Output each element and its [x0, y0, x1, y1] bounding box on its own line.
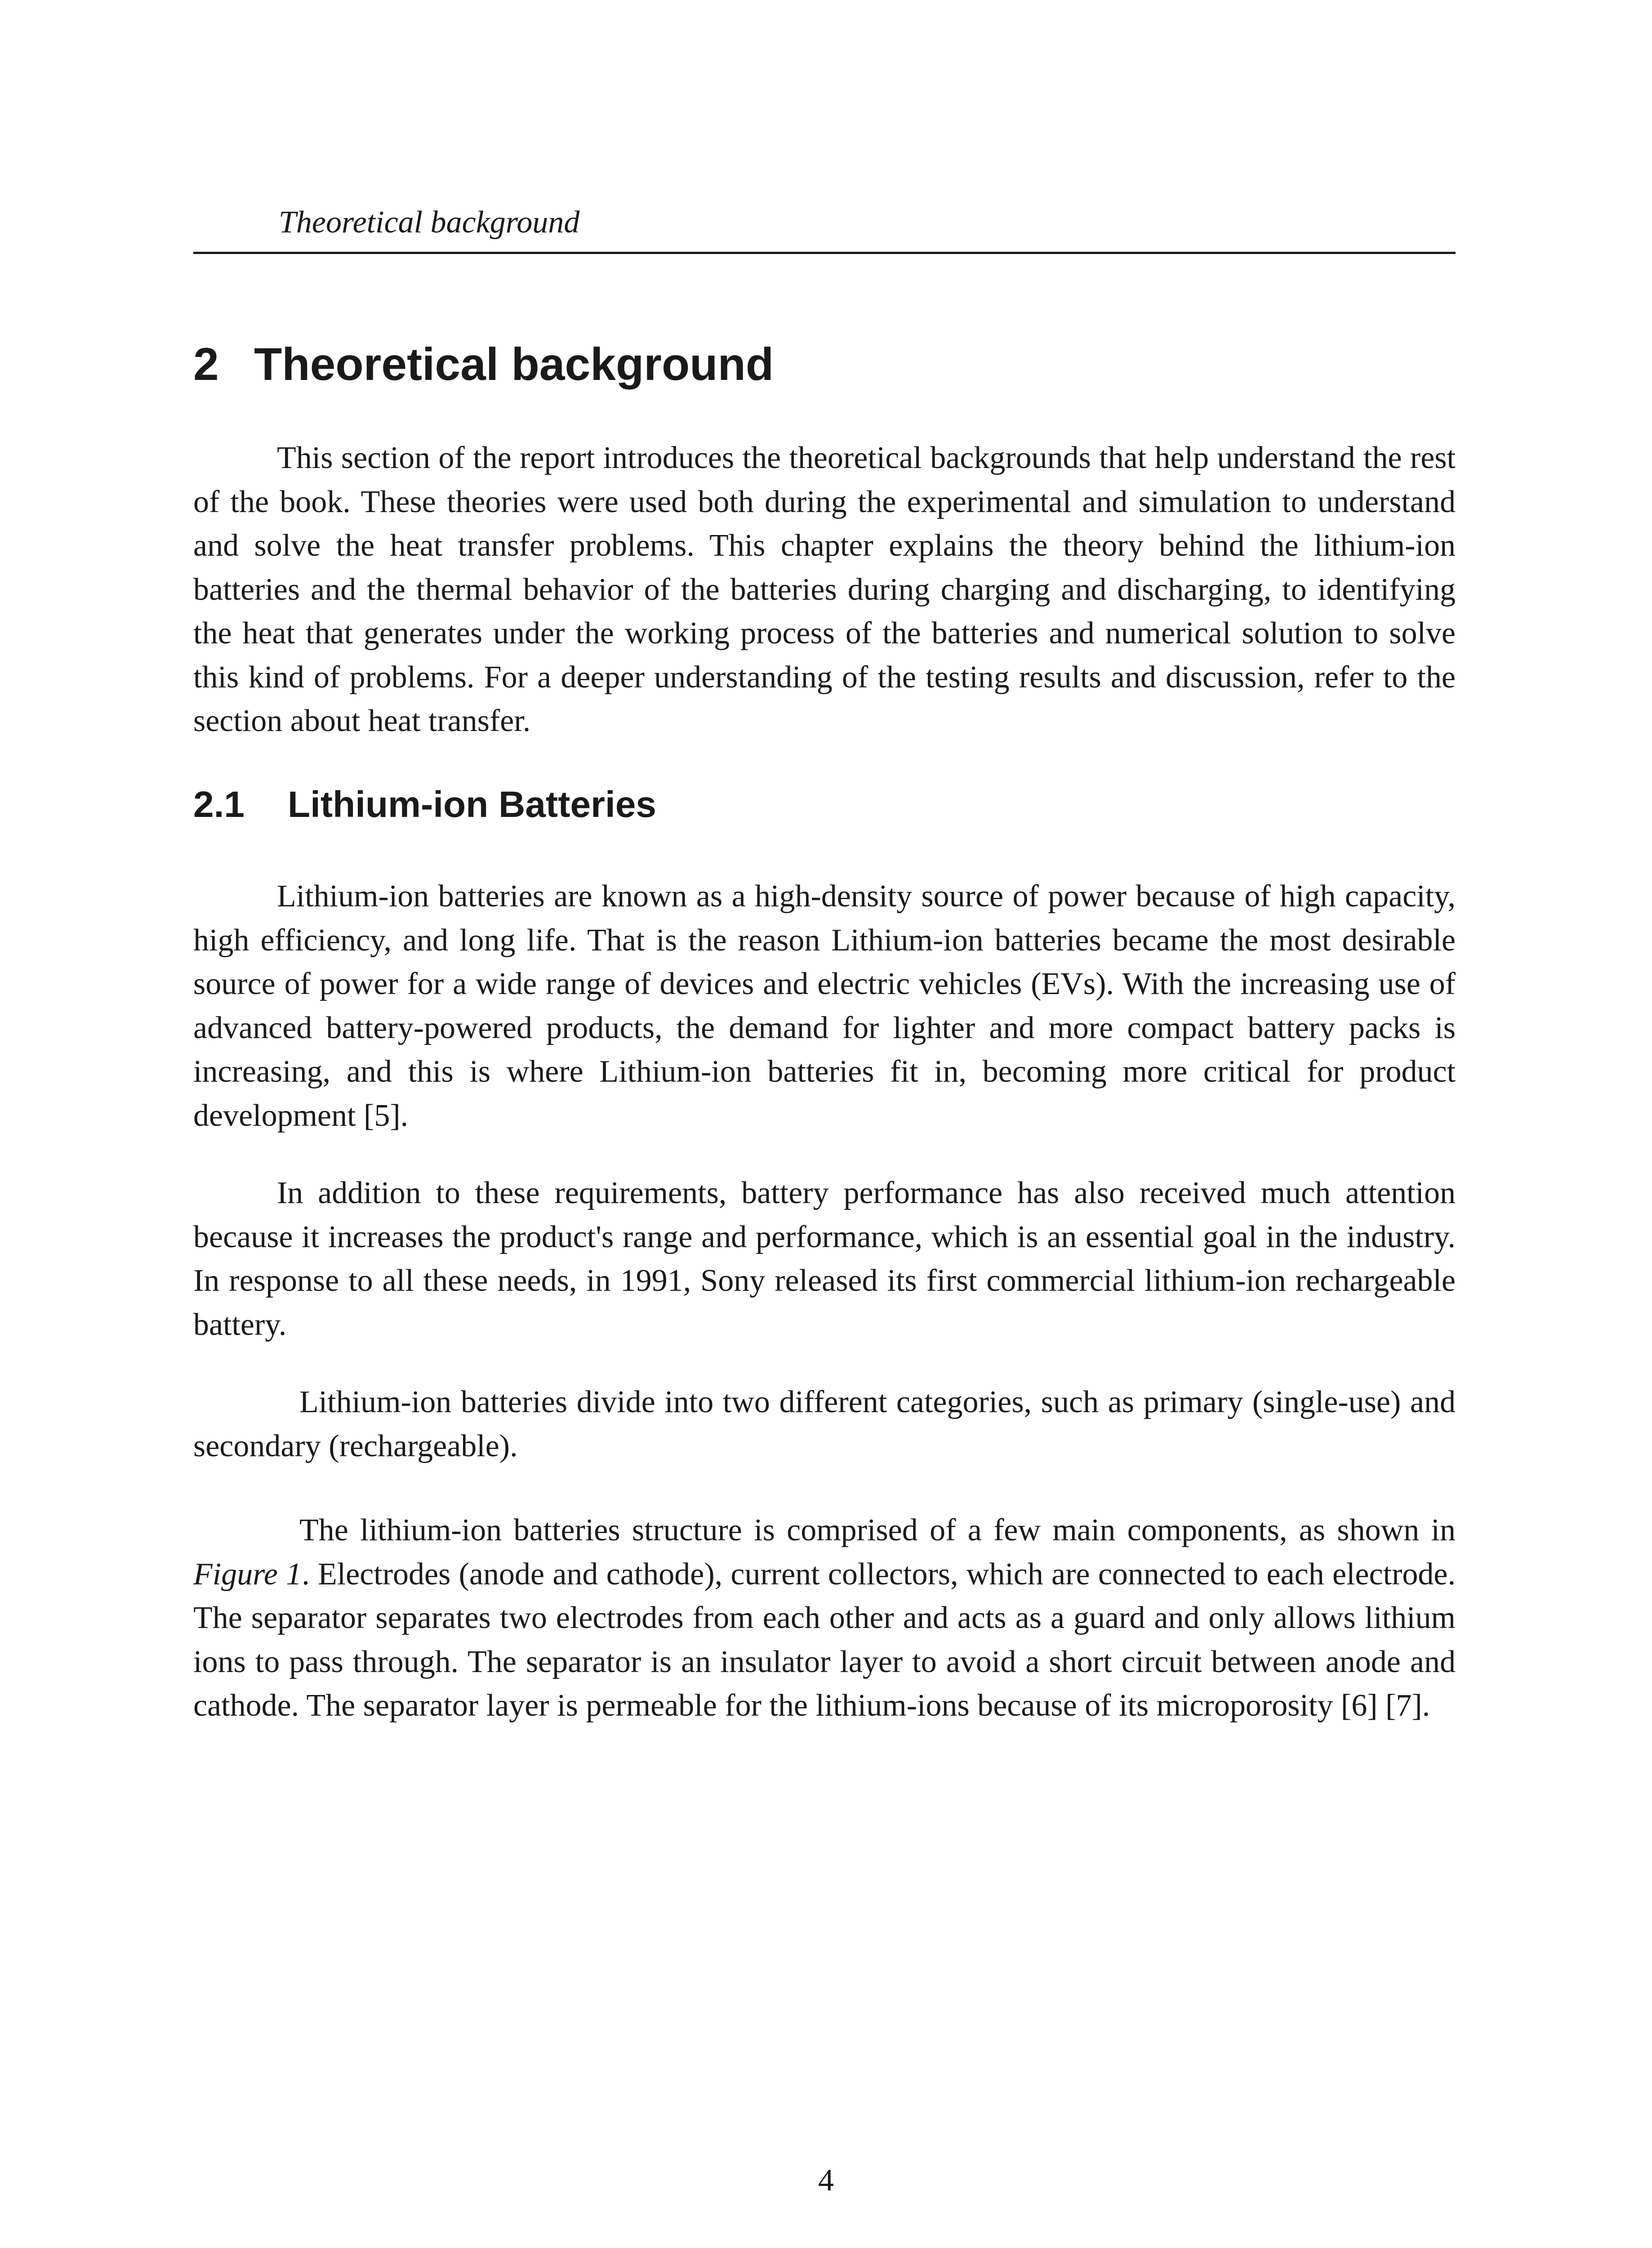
chapter-number: 2 — [193, 339, 219, 390]
figure-reference-link[interactable]: Figure 1 — [193, 1557, 302, 1592]
intro-paragraph: This section of the report introduces the theoretical backgrounds that help understand the rest of the book. These theories were used both during the experimental and simulation to understand and solve the heat transfer problems. This chapter explains the theory behind the lithium-ion batteries and the thermal behavior of the batteries during charging and discharging, to identifying the heat that generates under the working process of the batteries and numerical solution to solve this kind of problems. For a deeper understanding of the testing results and discussion, refer to the section about heat transfer. — [193, 441, 1456, 738]
chapter-title: Theoretical background — [254, 339, 774, 390]
header-rule — [193, 252, 1456, 254]
running-header: Theoretical background — [279, 205, 580, 240]
section-title: Lithium-ion Batteries — [288, 784, 657, 825]
structure-text-end: . Electrodes (anode and cathode), current collectors, which are connected to each electrode. The separator separates two electrodes from each other and acts as a guard and only allows lithium ions to pass through. The separator is an insulator layer to avoid a short circuit between anode and cathode. The separator layer is permeable for the lithium-ions because of its microporosity [6] [7]. — [193, 1557, 1456, 1723]
paragraph-high-density: Lithium-ion batteries are known as a high-density source of power because of high capacity, high efficiency, and long life. That is the reason Lithium-ion batteries became the most desirable source of power for a wide range of devices and electric vehicles (EVs). With the increasing use of advanced battery-powered products, the demand for lighter and more compact battery packs is increasing, and this is where Lithium-ion batteries fit in, becoming more critical for product development [5]. — [193, 879, 1456, 1133]
structure-text-start: The lithium-ion batteries structure is comprised of a few main components, as shown in — [299, 1513, 1456, 1548]
section-number: 2.1 — [193, 784, 245, 825]
page-number: 4 — [818, 2163, 834, 2198]
paragraph-structure — [193, 1508, 1456, 1728]
section-heading — [193, 780, 656, 830]
chapter-heading — [193, 335, 774, 393]
paragraph-categories: Lithium-ion batteries divide into two different categories, such as primary (single-use) and secondary (rechargeable). — [193, 1385, 1456, 1463]
paragraph-performance: In addition to these requirements, battery performance has also received much attention because it increases the product's range and performance, which is an essential goal in the industry. In response to all these needs, in 1991, Sony released its first commercial lithium-ion rechargeable battery. — [193, 1176, 1456, 1342]
